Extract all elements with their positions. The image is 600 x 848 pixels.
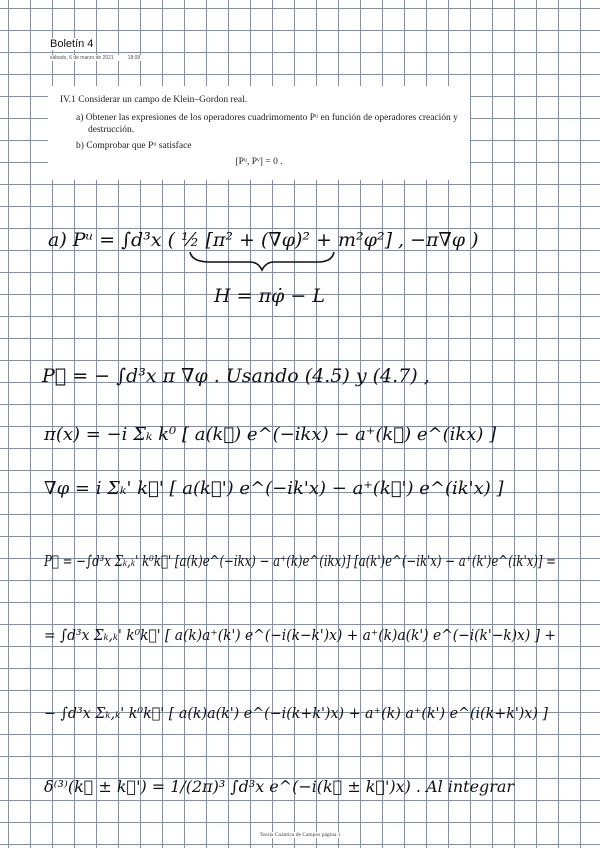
page-title: Boletín 4 (50, 38, 94, 50)
note-line-8: δ⁽³⁾(k⃗ ± k⃗') = 1/(2π)³ ∫d³x e^(−i(k⃗ ± k⃗')x) . Al integrar (44, 777, 516, 796)
footer-text: Teoría Cuántica de Campos página 1 (256, 832, 343, 838)
underbrace (190, 252, 334, 270)
problem-part-b: b) Comprobar que Pᵘ satisface (76, 141, 192, 151)
page-time: 18:08 (127, 55, 141, 61)
note-line-7: − ∫d³x Σₖ,ₖ' k⁰k⃗' [ a(k)a(k') e^(−i(k+k')x) + a⁺(k) a⁺(k') e^(i(k+k')x) ] (44, 704, 549, 722)
page-date: sábado, 6 de marzo de 2021 (50, 55, 114, 61)
note-line-4: ∇φ = i Σₖ' k⃗' [ a(k⃗') e^(−ik'x) − a⁺(k⃗') e^(ik'x) ] (44, 478, 504, 499)
problem-part-a: a) Obtener las expresiones de los operadores cuadrimomento Pᵘ en función de operadores creación y destrucción. (76, 113, 458, 135)
note-line-1-brace-label: H = πφ̇ − L (214, 285, 325, 307)
note-line-3: π(x) = −i Σₖ k⁰ [ a(k⃗) e^(−ikx) − a⁺(k⃗) e^(ikx) ] (44, 424, 497, 445)
page-footer (0, 832, 600, 838)
note-line-2: P⃗ = − ∫d³x π ∇φ . Usando (4.5) y (4.7) , (42, 365, 430, 387)
note-line-5: P⃗ = −∫d³x Σₖ,ₖ' k⁰k⃗' [a(k)e^(−ikx) − a⁺(k)e^(ikx)] [a(k')e^(−ik'x) − a⁺(k')e^(ik'x)] = (43, 552, 557, 570)
note-line-1: a) Pᵘ = ∫d³x ( ½ [π² + (∇φ)² + m²φ²] , −π∇φ ) (48, 229, 479, 251)
problem-part-b-equation: [Pᵘ, Pᵛ] = 0 . (235, 157, 283, 167)
problem-title: IV.1 Considerar un campo de Klein–Gordon real. (60, 95, 248, 105)
note-line-6: = ∫d³x Σₖ,ₖ' k⁰k⃗' [ a(k)a⁺(k') e^(−i(k−k')x) + a⁺(k)a(k') e^(−i(k'−k)x) ] + (44, 626, 556, 644)
